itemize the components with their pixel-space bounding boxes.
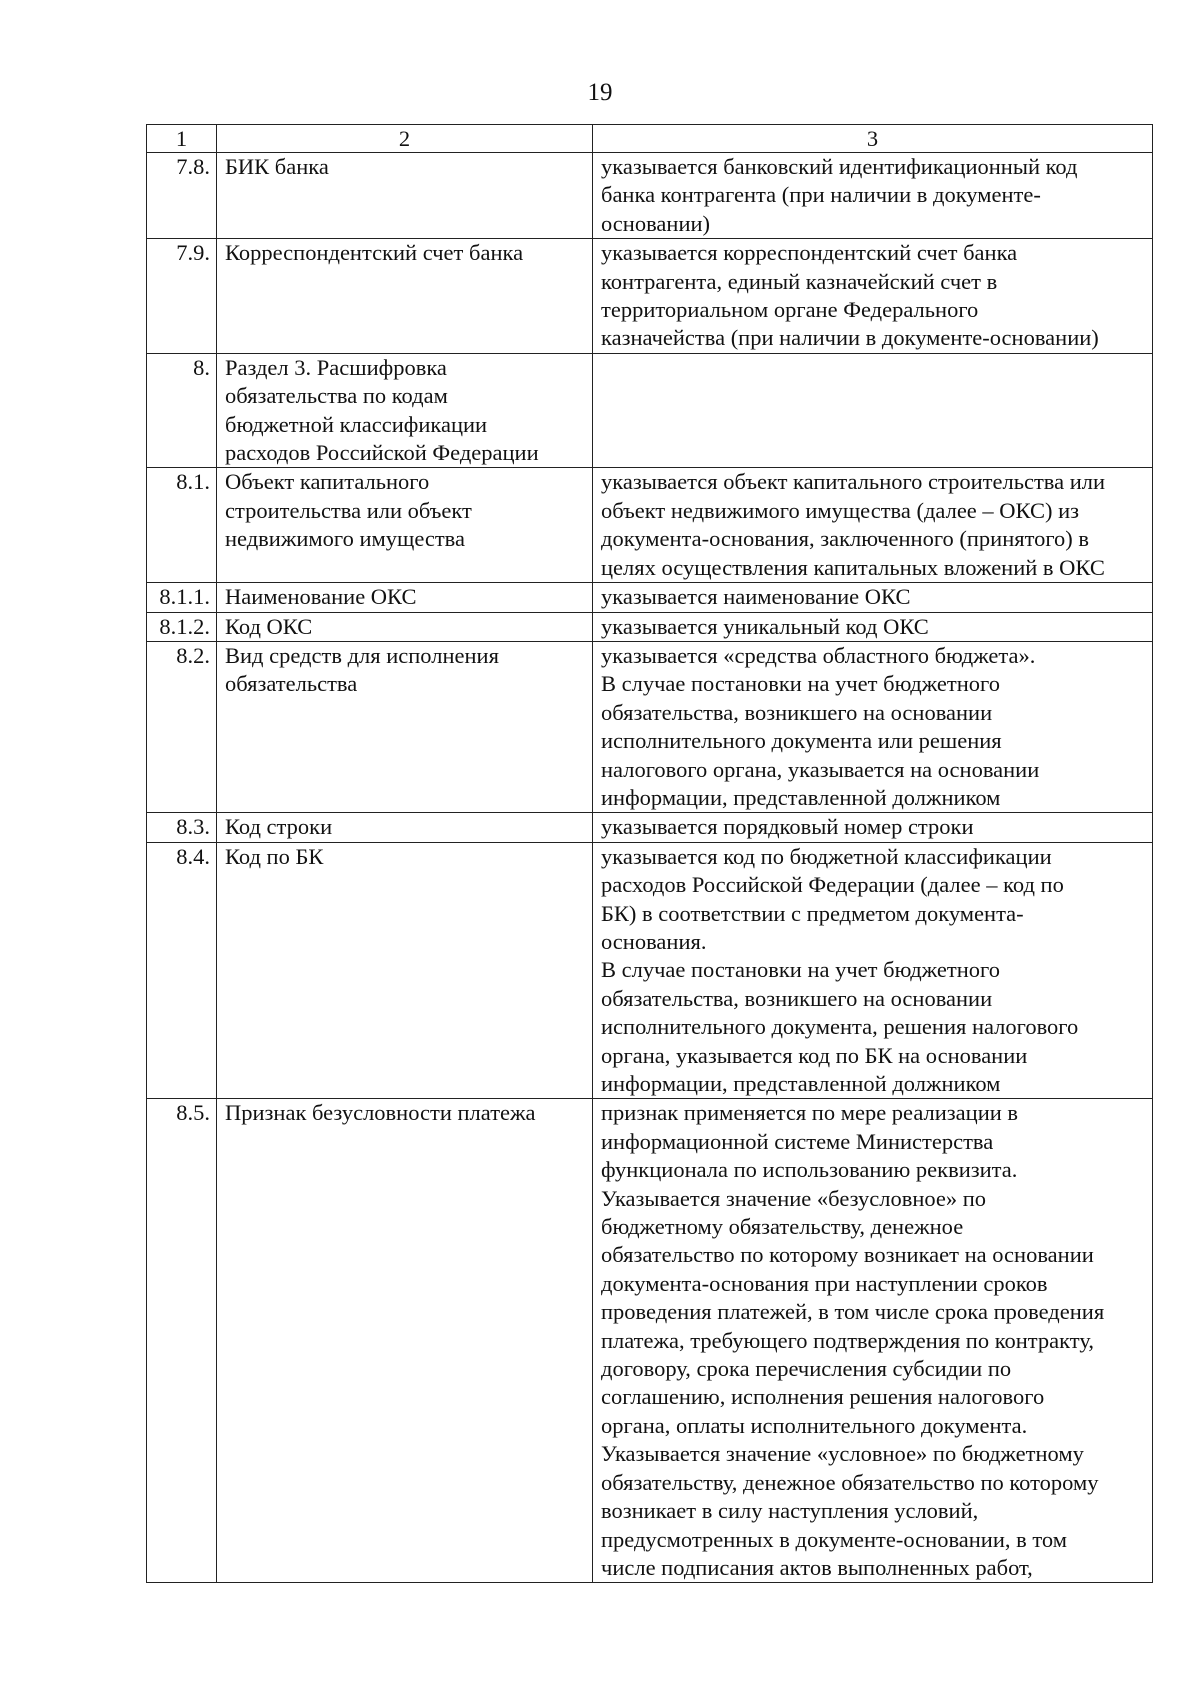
row-description: указывается уникальный код ОКС bbox=[593, 612, 1153, 641]
row-description: указывается код по бюджетной классификации расходов Российской Федерации (далее – код по БК) в соответствии с предметом документа- основания. В случае постановки на учет бюджетного обязательства, возникшего на основании исполнительного документа, решения налогового органа, указывается код по БК на основании информации, представленной должником bbox=[593, 842, 1153, 1099]
document-table bbox=[146, 124, 1153, 1583]
row-number: 8.5. bbox=[147, 1099, 217, 1583]
table-row bbox=[147, 153, 1153, 239]
row-description: указывается банковский идентификационный код банка контрагента (при наличии в документе- основании) bbox=[593, 153, 1153, 239]
row-field-name: Раздел 3. Расшифровка обязательства по кодам бюджетной классификации расходов Российской Федерации bbox=[217, 353, 593, 468]
row-field-name: Объект капитального строительства или объект недвижимого имущества bbox=[217, 468, 593, 583]
row-description bbox=[593, 353, 1153, 468]
row-field-name: БИК банка bbox=[217, 153, 593, 239]
row-field-name: Код по БК bbox=[217, 842, 593, 1099]
column-header-description: 3 bbox=[593, 125, 1153, 153]
row-field-name: Код ОКС bbox=[217, 612, 593, 641]
table-row bbox=[147, 583, 1153, 612]
row-description: указывается объект капитального строительства или объект недвижимого имущества (далее – ОКС) из документа-основания, заключенного (принятого) в целях осуществления капитальных вложений в ОКС bbox=[593, 468, 1153, 583]
page-number: 19 bbox=[587, 79, 613, 106]
column-header-number: 1 bbox=[147, 125, 217, 153]
row-description: указывается наименование ОКС bbox=[593, 583, 1153, 612]
table-row bbox=[147, 239, 1153, 354]
row-number: 8. bbox=[147, 353, 217, 468]
row-number: 8.1.2. bbox=[147, 612, 217, 641]
row-number: 8.1.1. bbox=[147, 583, 217, 612]
column-header-field: 2 bbox=[217, 125, 593, 153]
row-number: 8.3. bbox=[147, 813, 217, 842]
table-row bbox=[147, 641, 1153, 812]
table-header-row bbox=[147, 125, 1153, 153]
row-field-name: Код строки bbox=[217, 813, 593, 842]
row-number: 7.8. bbox=[147, 153, 217, 239]
row-number: 8.1. bbox=[147, 468, 217, 583]
row-number: 8.2. bbox=[147, 641, 217, 812]
row-field-name: Признак безусловности платежа bbox=[217, 1099, 593, 1583]
table-row bbox=[147, 612, 1153, 641]
row-field-name: Вид средств для исполнения обязательства bbox=[217, 641, 593, 812]
row-field-name: Наименование ОКС bbox=[217, 583, 593, 612]
row-description: указывается корреспондентский счет банка контрагента, единый казначейский счет в территориальном органе Федерального казначейства (при наличии в документе-основании) bbox=[593, 239, 1153, 354]
table-row-section bbox=[147, 353, 1153, 468]
table-row bbox=[147, 813, 1153, 842]
table-row bbox=[147, 842, 1153, 1099]
row-number: 8.4. bbox=[147, 842, 217, 1099]
row-description: указывается «средства областного бюджета». В случае постановки на учет бюджетного обязательства, возникшего на основании исполнительного документа или решения налогового органа, указывается на основании информации, представленной должником bbox=[593, 641, 1153, 812]
row-description: признак применяется по мере реализации в информационной системе Министерства функционала по использованию реквизита. Указывается значение «безусловное» по бюджетному обязательству, денежное обязательство по которому возникает на основании документа-основания при наступлении сроков проведения платежей, в том числе срока проведения платежа, требующего подтверждения по контракту, договору, срока перечисления субсидии по соглашению, исполнения решения налогового органа, оплаты исполнительного документа. Указывается значение «условное» по бюджетному обязательству, денежное обязательство по которому возникает в силу наступления условий, предусмотренных в документе-основании, в том числе подписания актов выполненных работ, bbox=[593, 1099, 1153, 1583]
table-row bbox=[147, 468, 1153, 583]
table-row bbox=[147, 1099, 1153, 1583]
row-description: указывается порядковый номер строки bbox=[593, 813, 1153, 842]
row-field-name: Корреспондентский счет банка bbox=[217, 239, 593, 354]
row-number: 7.9. bbox=[147, 239, 217, 354]
